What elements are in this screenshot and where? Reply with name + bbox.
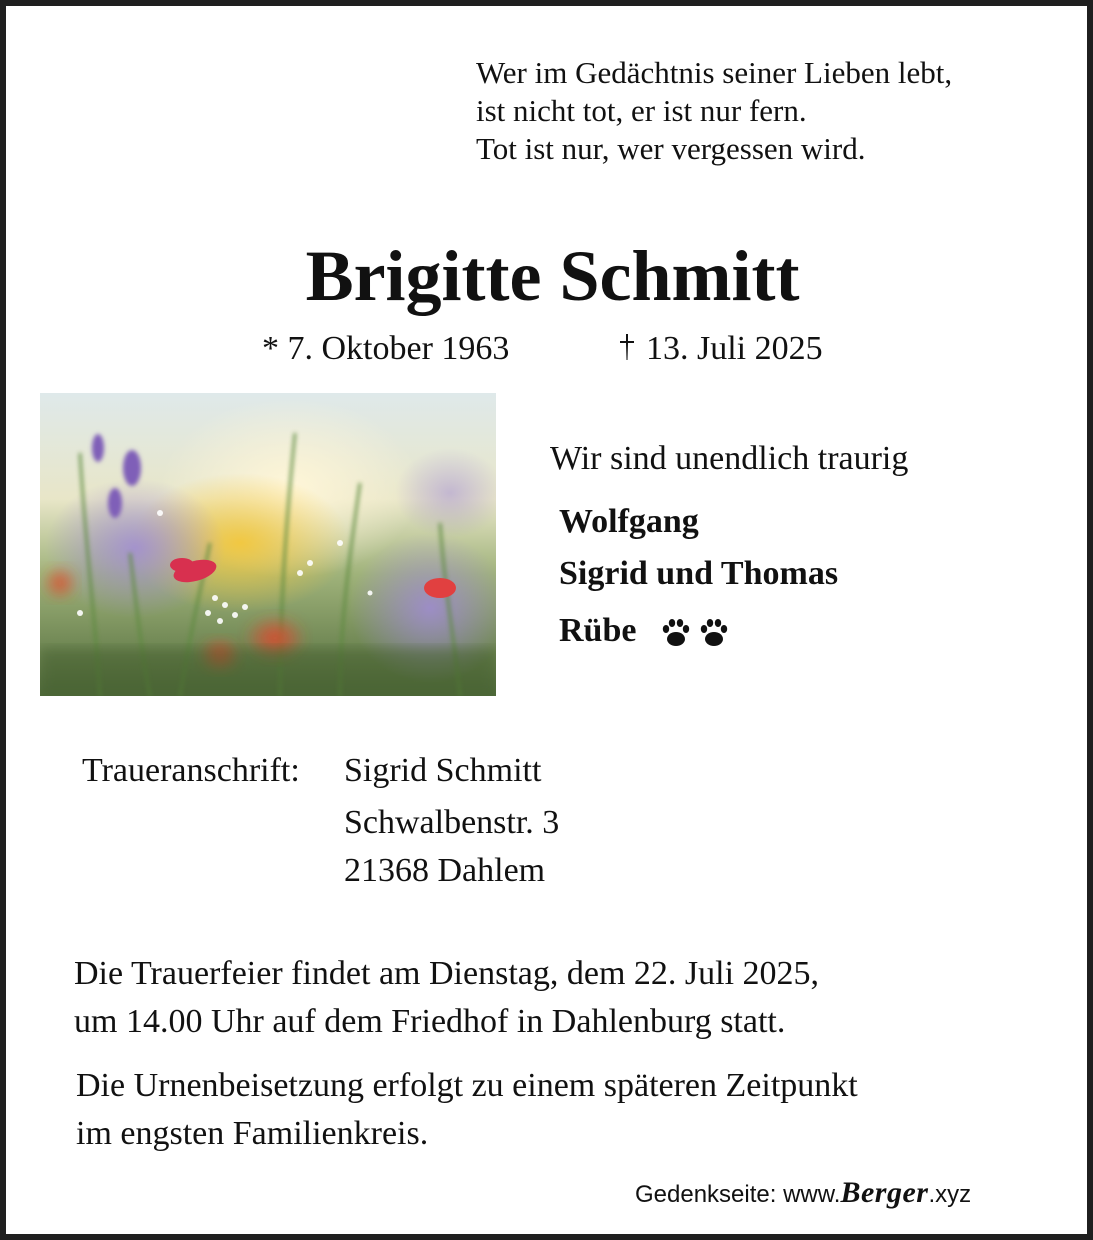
urn-line: im engsten Familienkreis.	[76, 1115, 429, 1152]
wildflower-meadow-photo	[40, 393, 496, 696]
paw-print-icon	[659, 616, 733, 650]
mourning-intro: Wir sind unendlich traurig	[550, 440, 909, 477]
address-line: Sigrid Schmitt	[344, 752, 542, 789]
quote-line: Wer im Gedächtnis seiner Lieben lebt,	[476, 55, 953, 90]
death-date: 13. Juli 2025	[646, 330, 823, 367]
deceased-name: Brigitte Schmitt	[305, 236, 800, 316]
brand-logo: Berger	[840, 1176, 929, 1209]
mourner-name: Sigrid und Thomas	[559, 555, 839, 592]
dagger-icon	[616, 332, 638, 362]
quote-line: ist nicht tot, er ist nur fern.	[476, 93, 807, 128]
quote-line: Tot ist nur, wer vergessen wird.	[476, 131, 866, 166]
service-line: Die Trauerfeier findet am Dienstag, dem 22. Juli 2025,	[74, 955, 820, 992]
urn-burial-text	[76, 1062, 858, 1158]
birth-date: * 7. Oktober 1963	[262, 330, 510, 367]
funeral-service-text	[74, 950, 819, 1046]
address-line: 21368 Dahlem	[344, 852, 546, 889]
urn-line: Die Urnenbeisetzung erfolgt zu einem späteren Zeitpunkt	[76, 1067, 858, 1104]
memorial-page-link[interactable]	[635, 1176, 971, 1212]
flower-photo-illustration	[40, 393, 496, 696]
mourner-name: Rübe	[559, 612, 637, 649]
footer-suffix: .xyz	[928, 1181, 972, 1208]
memorial-quote	[476, 54, 952, 168]
footer-prefix: Gedenkseite: www.	[635, 1181, 841, 1208]
service-line: um 14.00 Uhr auf dem Friedhof in Dahlenburg statt.	[74, 1003, 786, 1040]
address-line: Schwalbenstr. 3	[344, 804, 560, 841]
mourner-name: Wolfgang	[559, 503, 699, 540]
mourner-row	[559, 609, 733, 653]
address-label: Traueranschrift:	[82, 752, 300, 789]
death-date-row	[616, 328, 823, 370]
